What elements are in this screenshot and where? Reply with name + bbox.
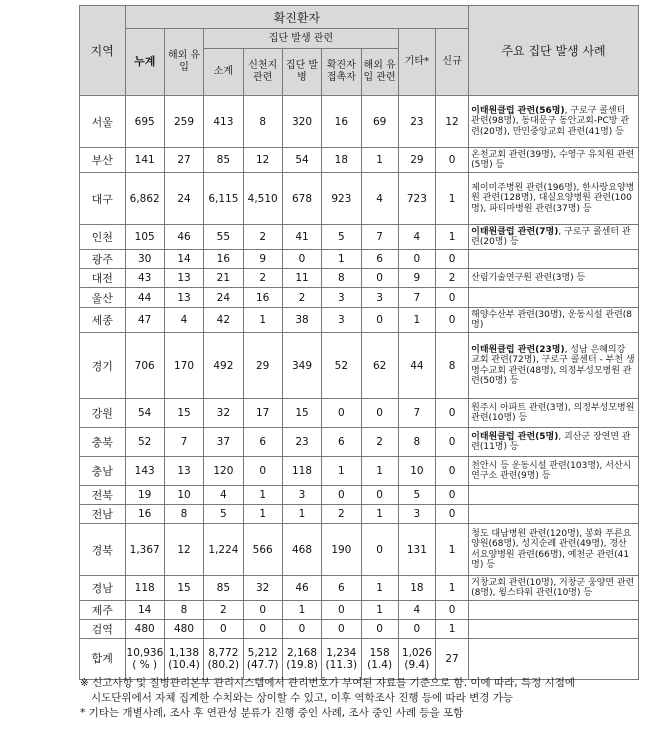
cell-other: 131 [398, 524, 435, 576]
cell-overseas: 13 [164, 288, 203, 308]
cell-major-cases [469, 576, 639, 601]
cell-contact: 0 [322, 399, 361, 428]
cell-new: 0 [436, 601, 469, 620]
cell-cluster: 46 [282, 576, 321, 601]
cell-region: 충북 [80, 428, 126, 457]
case-text: , 구로구 콜센터 관련(98명), 동대문구 동안교회-PC방 관련(20명), 만민중앙교회 관련(41명) 등 [471, 105, 630, 137]
cell-total-subtotal [204, 639, 243, 680]
cell-overseas-related: 1 [361, 576, 398, 601]
cell-overseas-related: 0 [361, 269, 398, 288]
cell-other: 9 [398, 269, 435, 288]
cell-total: 14 [125, 601, 164, 620]
cell-major-cases [469, 601, 639, 620]
cell-total: 44 [125, 288, 164, 308]
cell-contact: 3 [322, 288, 361, 308]
cell-contact: 52 [322, 333, 361, 399]
cell-other: 0 [398, 620, 435, 639]
cell-overseas-related: 69 [361, 96, 398, 148]
cell-cluster: 54 [282, 148, 321, 173]
cell-major-cases [469, 269, 639, 288]
cell-major-cases [469, 457, 639, 486]
cell-total-overseas [164, 639, 203, 680]
table-row [80, 576, 639, 601]
table-row [80, 288, 639, 308]
cell-new: 0 [436, 399, 469, 428]
case-text: 원주시 아파트 관련(3명), 의정부성모병원 관련(10명) 등 [471, 402, 635, 423]
cell-subtotal: 0 [204, 620, 243, 639]
cell-overseas-related: 6 [361, 250, 398, 269]
cell-total: 706 [125, 333, 164, 399]
cell-other: 23 [398, 96, 435, 148]
total-value: 1,234 [326, 647, 357, 659]
cell-overseas-related: 7 [361, 225, 398, 250]
case-text: , 괴산군 장연면 관련(11명) 등 [471, 431, 631, 452]
cell-new: 0 [436, 457, 469, 486]
cell-contact: 18 [322, 148, 361, 173]
cell-cluster: 2 [282, 288, 321, 308]
table-row [80, 620, 639, 639]
table-body [80, 96, 639, 680]
cell-new: 1 [436, 576, 469, 601]
cell-subtotal: 5 [204, 505, 243, 524]
table-row [80, 173, 639, 225]
total-value: 5,212 [247, 647, 278, 659]
cell-contact: 3 [322, 308, 361, 333]
cell-region: 인천 [80, 225, 126, 250]
cell-overseas-related: 0 [361, 399, 398, 428]
table-row [80, 225, 639, 250]
table-row-total [80, 639, 639, 680]
cell-region: 경기 [80, 333, 126, 399]
cell-other: 0 [398, 250, 435, 269]
header-confirmed: 확진환자 [125, 6, 469, 29]
cell-region: 대전 [80, 269, 126, 288]
cell-other: 1 [398, 308, 435, 333]
table-row [80, 486, 639, 505]
cell-shincheonji: 32 [243, 576, 282, 601]
total-percent: (80.2) [207, 659, 240, 671]
cell-total: 143 [125, 457, 164, 486]
cell-new: 1 [436, 620, 469, 639]
cell-overseas-related: 0 [361, 620, 398, 639]
cell-contact: 2 [322, 505, 361, 524]
cell-other: 10 [398, 457, 435, 486]
cell-cluster: 15 [282, 399, 321, 428]
header-contact: 확진자 접촉자 [322, 49, 361, 96]
footnotes [80, 676, 660, 721]
cell-subtotal: 413 [204, 96, 243, 148]
cell-overseas: 7 [164, 428, 203, 457]
cell-total-cluster [282, 639, 321, 680]
header-overseas: 해외 유입 [164, 29, 203, 96]
cell-region: 전남 [80, 505, 126, 524]
cell-total: 118 [125, 576, 164, 601]
total-value: 8,772 [208, 647, 239, 659]
cell-region: 충남 [80, 457, 126, 486]
cell-other: 3 [398, 505, 435, 524]
cell-new: 0 [436, 308, 469, 333]
cell-region: 제주 [80, 601, 126, 620]
cell-other: 7 [398, 288, 435, 308]
cell-major-cases [469, 225, 639, 250]
table-row [80, 399, 639, 428]
cell-overseas-related: 0 [361, 524, 398, 576]
cell-other: 7 [398, 399, 435, 428]
cell-overseas: 4 [164, 308, 203, 333]
cell-major-cases [469, 620, 639, 639]
cell-shincheonji: 16 [243, 288, 282, 308]
cell-overseas-related: 62 [361, 333, 398, 399]
cell-overseas: 10 [164, 486, 203, 505]
cell-subtotal: 6,115 [204, 173, 243, 225]
cell-shincheonji: 2 [243, 225, 282, 250]
total-percent: ( % ) [132, 659, 158, 671]
cell-overseas: 46 [164, 225, 203, 250]
cell-major-cases [469, 250, 639, 269]
case-text: 천안시 등 운동시설 관련(103명), 서산시 연구소 관련(9명) 등 [471, 460, 632, 481]
cell-cluster: 118 [282, 457, 321, 486]
cell-region: 합계 [80, 639, 126, 680]
header-region: 지역 [80, 6, 126, 96]
total-percent: (47.7) [246, 659, 279, 671]
cell-new: 0 [436, 250, 469, 269]
cell-cluster: 678 [282, 173, 321, 225]
total-value: 27 [445, 653, 459, 665]
cell-total-other [398, 639, 435, 680]
cell-contact: 6 [322, 428, 361, 457]
cell-other: 723 [398, 173, 435, 225]
cell-shincheonji: 1 [243, 486, 282, 505]
cell-shincheonji: 29 [243, 333, 282, 399]
table-row [80, 524, 639, 576]
cell-subtotal: 42 [204, 308, 243, 333]
header-new: 신규 [436, 29, 469, 96]
cell-shincheonji: 9 [243, 250, 282, 269]
cell-major-cases [469, 308, 639, 333]
cell-region: 광주 [80, 250, 126, 269]
header-overseas-related: 해외 유입 관련 [361, 49, 398, 96]
cell-overseas: 15 [164, 399, 203, 428]
cell-major-cases [469, 505, 639, 524]
case-text: 온천교회 관련(39명), 수영구 유치원 관련(5명) 등 [471, 149, 635, 170]
cell-subtotal: 85 [204, 148, 243, 173]
cell-cluster: 1 [282, 601, 321, 620]
cell-total: 43 [125, 269, 164, 288]
cell-other: 44 [398, 333, 435, 399]
cell-contact: 5 [322, 225, 361, 250]
cell-shincheonji: 0 [243, 601, 282, 620]
table-row [80, 148, 639, 173]
cell-total: 1,367 [125, 524, 164, 576]
cell-major-cases [469, 428, 639, 457]
cell-overseas-related: 1 [361, 457, 398, 486]
cell-shincheonji: 8 [243, 96, 282, 148]
case-text: , 성남 은혜의강 교회 관련(72명), 구로구 콜센터 - 부천 생명수교회 관련(48명), 의정부성모병원 관련(50명) 등 [471, 344, 635, 386]
cell-shincheonji: 12 [243, 148, 282, 173]
cell-overseas-related: 4 [361, 173, 398, 225]
cell-subtotal: 1,224 [204, 524, 243, 576]
cell-overseas: 170 [164, 333, 203, 399]
total-value: 1,138 [168, 647, 200, 659]
cell-total: 6,862 [125, 173, 164, 225]
cell-overseas: 13 [164, 269, 203, 288]
cell-major-cases [469, 639, 639, 680]
total-percent: (11.3) [325, 659, 358, 671]
cell-overseas-related: 1 [361, 148, 398, 173]
table-row [80, 505, 639, 524]
case-text: , 구로구 콜센터 관련(20명) 등 [471, 226, 631, 247]
cell-total: 47 [125, 308, 164, 333]
cell-region: 서울 [80, 96, 126, 148]
cell-overseas: 480 [164, 620, 203, 639]
total-value: 2,168 [286, 647, 318, 659]
cell-major-cases [469, 148, 639, 173]
cell-major-cases [469, 399, 639, 428]
cell-total: 105 [125, 225, 164, 250]
cell-subtotal: 21 [204, 269, 243, 288]
total-percent: (10.4) [168, 659, 200, 671]
footnote-1: ※ 신고사항 및 질병관리본부 관리시스템에서 관리번호가 부여된 자료를 기준으로 함. 이에 따라, 특정 시점에 [80, 677, 576, 689]
cell-other: 18 [398, 576, 435, 601]
cell-cluster: 23 [282, 428, 321, 457]
cell-new: 0 [436, 505, 469, 524]
cell-overseas-related: 0 [361, 486, 398, 505]
cell-other: 8 [398, 428, 435, 457]
cell-region: 전북 [80, 486, 126, 505]
footnote-3: * 기타는 개별사례, 조사 후 연관성 분류가 진행 중인 사례, 조사 중인 사례 등을 포함 [80, 707, 464, 719]
header-major-cases: 주요 집단 발생 사례 [469, 6, 639, 96]
cell-subtotal: 24 [204, 288, 243, 308]
header-cluster: 집단 발병 [282, 49, 321, 96]
cell-overseas: 259 [164, 96, 203, 148]
cell-new: 0 [436, 288, 469, 308]
case-text: 해양수산부 관련(30명), 운동시설 관련(8명) [471, 309, 633, 330]
cell-contact: 190 [322, 524, 361, 576]
cell-new: 1 [436, 524, 469, 576]
cell-total: 141 [125, 148, 164, 173]
cell-shincheonji: 0 [243, 457, 282, 486]
cell-contact: 0 [322, 486, 361, 505]
total-value: 10,936 [126, 647, 164, 659]
case-highlight: 이태원클럽 관련(5명) [471, 431, 559, 442]
cell-overseas-related: 1 [361, 601, 398, 620]
cell-cluster: 0 [282, 620, 321, 639]
cell-subtotal: 37 [204, 428, 243, 457]
cell-subtotal: 16 [204, 250, 243, 269]
cell-overseas-related: 2 [361, 428, 398, 457]
cell-cluster: 1 [282, 505, 321, 524]
cell-overseas: 12 [164, 524, 203, 576]
header-cluster-group: 집단 발생 관련 [204, 29, 399, 49]
cell-new: 1 [436, 173, 469, 225]
cell-major-cases [469, 288, 639, 308]
cell-subtotal: 55 [204, 225, 243, 250]
case-text: 제이미주병원 관련(196명), 한사랑요양병원 관련(128명), 대실요양병원 관련(100명), 파티마병원 관련(37명) 등 [471, 182, 635, 214]
cell-new: 12 [436, 96, 469, 148]
cell-overseas: 13 [164, 457, 203, 486]
cell-contact: 1 [322, 457, 361, 486]
header-cumulative: 누계 [125, 29, 164, 96]
cell-major-cases [469, 333, 639, 399]
cell-overseas: 24 [164, 173, 203, 225]
cell-shincheonji: 6 [243, 428, 282, 457]
cell-shincheonji: 4,510 [243, 173, 282, 225]
cell-shincheonji: 566 [243, 524, 282, 576]
header-other: 기타* [398, 29, 435, 96]
cell-subtotal: 492 [204, 333, 243, 399]
cell-major-cases [469, 96, 639, 148]
footnote-2: 시도단위에서 자체 집계한 수치와는 상이할 수 있고, 이후 역학조사 진행 등에 따라 변경 가능 [91, 692, 514, 704]
cell-overseas: 8 [164, 601, 203, 620]
total-value: 1,026 [401, 647, 432, 659]
cell-shincheonji: 0 [243, 620, 282, 639]
cell-other: 29 [398, 148, 435, 173]
cell-new: 0 [436, 486, 469, 505]
cell-region: 검역 [80, 620, 126, 639]
table-row [80, 269, 639, 288]
total-percent: (19.8) [286, 659, 318, 671]
table-row [80, 250, 639, 269]
cell-region: 경북 [80, 524, 126, 576]
header-shincheonji: 신천지 관련 [243, 49, 282, 96]
cell-total-total [125, 639, 164, 680]
cell-total: 16 [125, 505, 164, 524]
table-row [80, 601, 639, 620]
cell-total: 30 [125, 250, 164, 269]
cell-major-cases [469, 173, 639, 225]
case-text: 산림기술연구원 관련(3명) 등 [471, 272, 586, 283]
table-row [80, 308, 639, 333]
cell-overseas-related: 1 [361, 505, 398, 524]
cell-region: 대구 [80, 173, 126, 225]
cell-region: 부산 [80, 148, 126, 173]
case-highlight: 이태원클럽 관련(23명) [471, 344, 565, 355]
cell-contact: 0 [322, 620, 361, 639]
cell-overseas: 27 [164, 148, 203, 173]
cell-total: 480 [125, 620, 164, 639]
cell-region: 경남 [80, 576, 126, 601]
confirmed-cases-table [79, 5, 639, 680]
cell-total: 54 [125, 399, 164, 428]
case-text: 거창교회 관련(10명), 거창군 웅양면 관련(8명), 윙스타워 관련(10명) 등 [471, 577, 635, 598]
cell-total-shincheonji [243, 639, 282, 680]
cell-major-cases [469, 486, 639, 505]
cell-cluster: 468 [282, 524, 321, 576]
cell-cluster: 320 [282, 96, 321, 148]
cell-new: 8 [436, 333, 469, 399]
case-text: 청도 대남병원 관련(120명), 봉화 푸른요양원(68명), 성지순례 관련(49명), 경산 서요양병원 관련(66명), 예천군 관련(41명) 등 [471, 528, 632, 570]
table-row [80, 96, 639, 148]
cell-cluster: 349 [282, 333, 321, 399]
cell-overseas-related: 3 [361, 288, 398, 308]
cell-total-new [436, 639, 469, 680]
cell-contact: 16 [322, 96, 361, 148]
cell-cluster: 41 [282, 225, 321, 250]
cell-cluster: 11 [282, 269, 321, 288]
total-percent: (9.4) [404, 659, 430, 671]
cell-new: 0 [436, 428, 469, 457]
cell-shincheonji: 1 [243, 505, 282, 524]
cell-cluster: 0 [282, 250, 321, 269]
cell-total-contact [322, 639, 361, 680]
cell-contact: 1 [322, 250, 361, 269]
total-percent: (1.4) [367, 659, 393, 671]
cell-total: 19 [125, 486, 164, 505]
cell-contact: 0 [322, 601, 361, 620]
cell-subtotal: 85 [204, 576, 243, 601]
case-highlight: 이태원클럽 관련(56명) [471, 105, 565, 116]
table-row [80, 457, 639, 486]
cell-major-cases [469, 524, 639, 576]
cell-overseas: 8 [164, 505, 203, 524]
header-subtotal: 소계 [204, 49, 243, 96]
table-row [80, 428, 639, 457]
cell-shincheonji: 2 [243, 269, 282, 288]
cell-shincheonji: 17 [243, 399, 282, 428]
cell-overseas: 14 [164, 250, 203, 269]
cell-total-overseas-related [361, 639, 398, 680]
cell-overseas-related: 0 [361, 308, 398, 333]
cell-contact: 8 [322, 269, 361, 288]
cell-new: 1 [436, 225, 469, 250]
cell-region: 울산 [80, 288, 126, 308]
cell-subtotal: 120 [204, 457, 243, 486]
cell-region: 강원 [80, 399, 126, 428]
cell-subtotal: 2 [204, 601, 243, 620]
total-value: 158 [369, 647, 390, 659]
cell-overseas: 15 [164, 576, 203, 601]
cell-cluster: 3 [282, 486, 321, 505]
table-row [80, 333, 639, 399]
cell-subtotal: 4 [204, 486, 243, 505]
cell-total: 695 [125, 96, 164, 148]
cell-contact: 923 [322, 173, 361, 225]
cell-total: 52 [125, 428, 164, 457]
cell-region: 세종 [80, 308, 126, 333]
cell-other: 4 [398, 601, 435, 620]
cell-cluster: 38 [282, 308, 321, 333]
cell-subtotal: 32 [204, 399, 243, 428]
cell-other: 5 [398, 486, 435, 505]
cell-contact: 6 [322, 576, 361, 601]
cell-new: 0 [436, 148, 469, 173]
cell-other: 4 [398, 225, 435, 250]
case-highlight: 이태원클럽 관련(7명) [471, 226, 559, 237]
cell-new: 2 [436, 269, 469, 288]
cell-shincheonji: 1 [243, 308, 282, 333]
